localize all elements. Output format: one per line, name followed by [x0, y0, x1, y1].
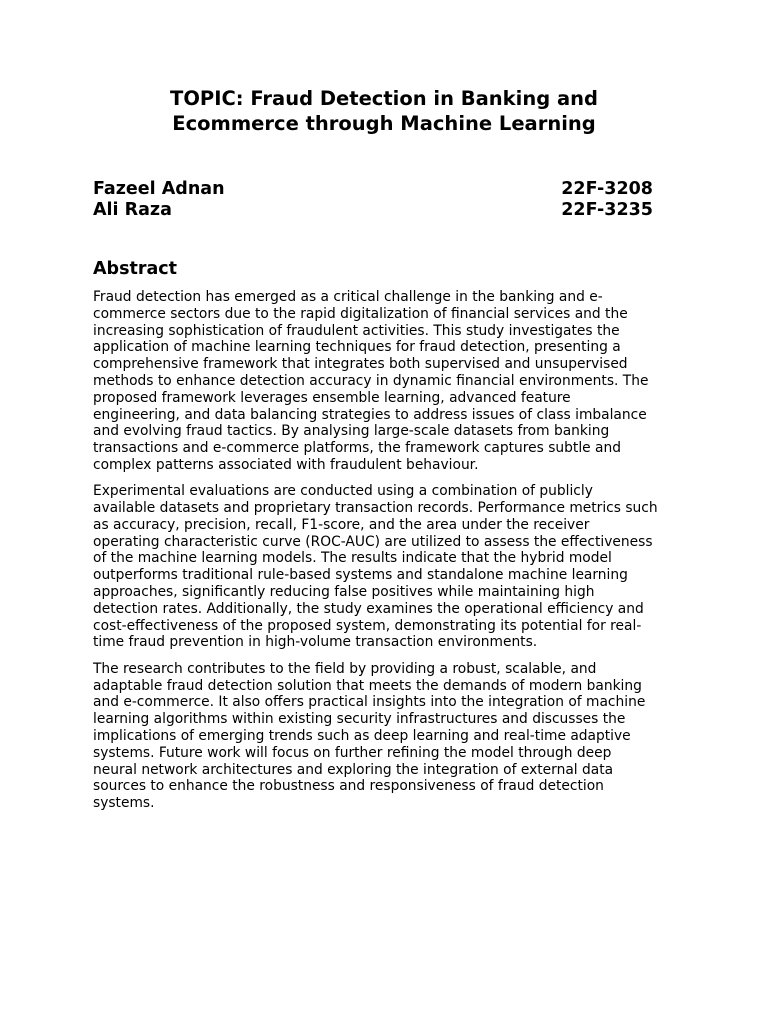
text-line: of the machine learning models. The results indicate that the hybrid model [93, 550, 612, 567]
text-line: transactions and e-commerce platforms, the framework captures subtle and [93, 440, 621, 457]
author-row [93, 179, 653, 200]
text-line: detection rates. Additionally, the study examines the operational efficiency and [93, 600, 644, 617]
text-line: increasing sophistication of fraudulent activities. This study investigates the [93, 322, 620, 339]
text-line: as accuracy, precision, recall, F1-score, and the area under the receiver [93, 516, 590, 533]
text-line: adaptable fraud detection solution that meets the demands of modern banking [93, 677, 642, 694]
author-id: 22F-3208 [561, 179, 653, 199]
text-line: Experimental evaluations are conducted using a combination of publicly [93, 483, 593, 500]
text-line: approaches, significantly reducing false positives while maintaining high [93, 584, 595, 601]
text-line: methods to enhance detection accuracy in dynamic financial environments. The [93, 372, 649, 389]
text-line: and e-commerce. It also offers practical insights into the integration of machine [93, 694, 646, 711]
author-row [93, 200, 653, 221]
author-name: Ali Raza [93, 200, 172, 220]
text-line: commerce sectors due to the rapid digitalization of financial services and the [93, 305, 628, 322]
text-line: outperforms traditional rule-based systems and standalone machine learning [93, 567, 628, 584]
text-line: available datasets and proprietary transaction records. Performance metrics such [93, 500, 658, 517]
abstract-paragraph [93, 661, 675, 812]
abstract-paragraph [93, 483, 675, 651]
text-line: operating characteristic curve (ROC-AUC) are utilized to assess the effectiveness [93, 533, 653, 550]
text-line: The research contributes to the field by providing a robust, scalable, and [93, 660, 597, 677]
text-line: and evolving fraud tactics. By analysing large-scale datasets from banking [93, 423, 610, 440]
text-line: application of machine learning techniques for fraud detection, presenting a [93, 339, 621, 356]
text-line: neural network architectures and exploring the integration of external data [93, 761, 614, 778]
author-list [93, 179, 653, 221]
text-line: sources to enhance the robustness and responsiveness of fraud detection [93, 778, 604, 795]
abstract-body [93, 289, 675, 821]
text-line: time fraud prevention in high-volume transaction environments. [93, 634, 538, 651]
text-line: engineering, and data balancing strategies to address issues of class imbalance [93, 406, 647, 423]
text-line: systems. [93, 795, 155, 812]
author-id: 22F-3235 [561, 200, 653, 220]
text-line: complex patterns associated with fraudulent behaviour. [93, 456, 479, 473]
text-line: comprehensive framework that integrates both supervised and unsupervised [93, 356, 628, 373]
abstract-heading: Abstract [93, 259, 178, 279]
text-line: Fraud detection has emerged as a critical challenge in the banking and e- [93, 289, 603, 305]
text-line: cost-effectiveness of the proposed system, demonstrating its potential for real- [93, 617, 642, 634]
abstract-paragraph [93, 289, 675, 474]
author-name: Fazeel Adnan [93, 179, 225, 199]
text-line: proposed framework leverages ensemble learning, advanced feature [93, 389, 571, 406]
title-line-2: Ecommerce through Machine Learning [172, 112, 596, 135]
document-title [92, 86, 676, 136]
text-line: learning algorithms within existing security infrastructures and discusses the [93, 711, 626, 728]
text-line: implications of emerging trends such as deep learning and real-time adaptive [93, 727, 631, 744]
title-line-1: TOPIC: Fraud Detection in Banking and [170, 87, 598, 110]
text-line: systems. Future work will focus on further refining the model through deep [93, 744, 612, 761]
